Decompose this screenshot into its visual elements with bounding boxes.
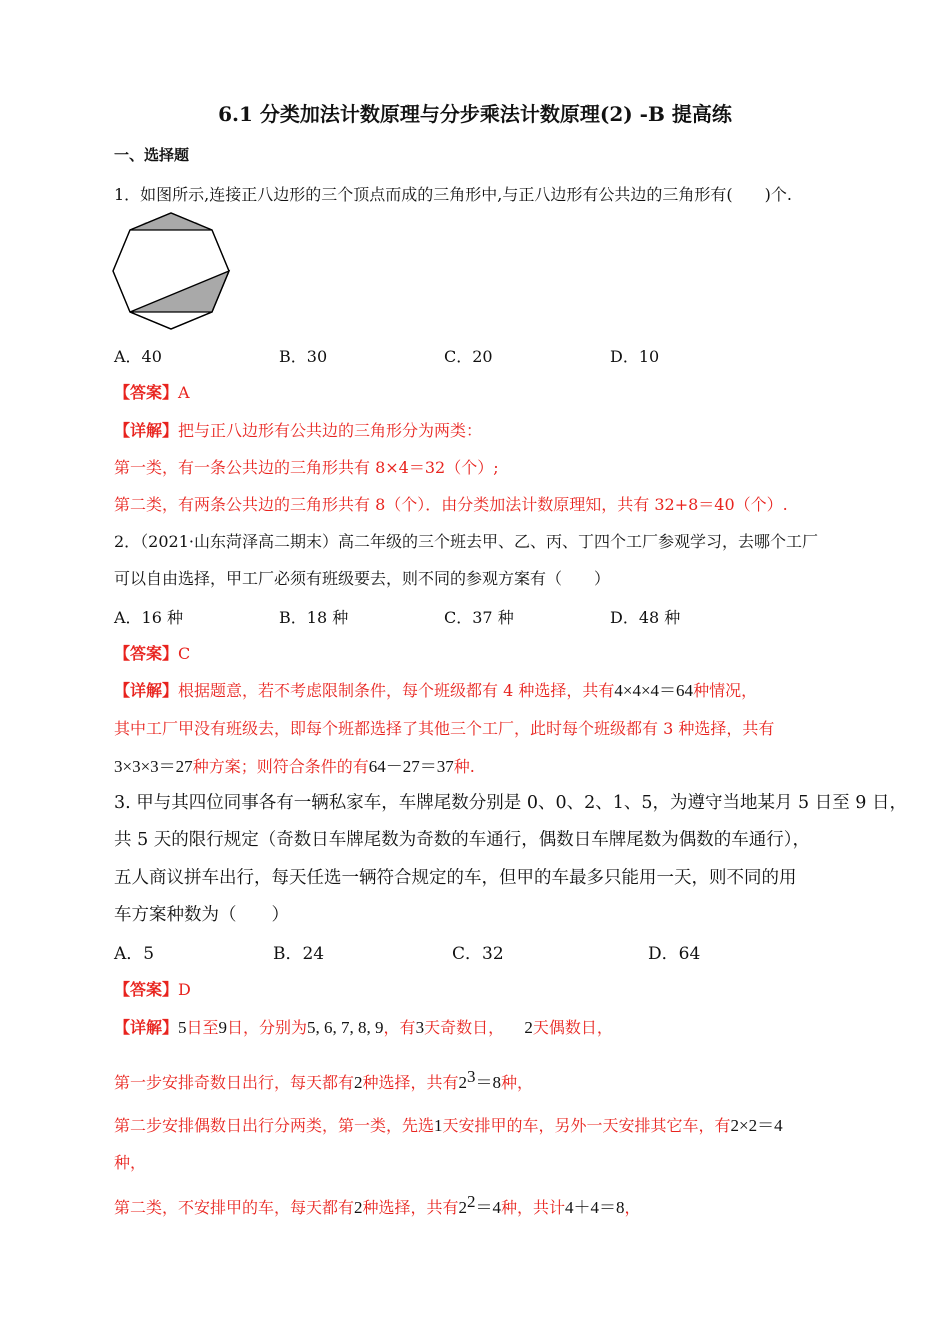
q2-stem-2: 可以自由选择，甲工厂必须有班级要去，则不同的参观方案有（ ） bbox=[114, 569, 611, 588]
q1-stem: 1．如图所示,连接正八边形的三个顶点而成的三角形中,与正八边形有公共边的三角形有( )个. bbox=[114, 185, 792, 204]
q3-stem-4: 车方案种数为（ ） bbox=[114, 905, 289, 925]
detail-tag: 【详解】 bbox=[114, 421, 179, 440]
octagon-figure bbox=[112, 212, 232, 332]
q1-option-a[interactable]: A．40 bbox=[114, 347, 162, 366]
q2-detail-2: 其中工厂甲没有班级去，即每个班都选择了其他三个工厂，此时每个班级都有 3 种选择，共有 bbox=[114, 719, 775, 738]
q1-detail-2: 第一类，有一条公共边的三角形共有 8×4＝32（个）; bbox=[114, 458, 499, 477]
q3-detail-3: 第二步安排偶数日出行分两类，第一类，先选1天安排甲的车，另外一天安排其它车，有2×2＝4 bbox=[114, 1116, 783, 1135]
q2-detail-1: 【详解】根据题意，若不考虑限制条件，每个班级都有 4 种选择，共有4×4×4＝64种情况， bbox=[114, 681, 758, 700]
q3-option-c[interactable]: C．32 bbox=[452, 944, 504, 964]
answer-value: A bbox=[178, 383, 190, 402]
q3-detail-1: 【详解】5日至9日，分别为5, 6, 7, 8, 9，有3天奇数日， 2天偶数日， bbox=[114, 1018, 613, 1037]
q2-detail-3: 3×3×3＝27种方案；则符合条件的有64－27＝37种. bbox=[114, 757, 475, 776]
q1-detail-1: 【详解】把与正八边形有公共边的三角形分为两类： bbox=[114, 421, 483, 440]
q1-answer bbox=[114, 382, 190, 404]
q3-option-a[interactable]: A．5 bbox=[114, 944, 155, 964]
q3-option-d[interactable]: D．64 bbox=[648, 944, 701, 964]
q3-detail-3b: 种， bbox=[114, 1153, 147, 1172]
q2-stem-1: 2．（2021·山东菏泽高二期末）高二年级的三个班去甲、乙、丙、丁四个工厂参观学习，去哪个工厂 bbox=[114, 532, 818, 551]
q3-option-b[interactable]: B．24 bbox=[273, 944, 325, 964]
q1-detail-3: 第二类，有两条公共边的三角形共有 8（个）．由分类加法计数原理知，共有 32+8＝40（个）. bbox=[114, 495, 788, 514]
q3-stem-2: 共 5 天的限行规定（奇数日车牌尾数为奇数的车通行，偶数日车牌尾数为偶数的车通行）， bbox=[114, 830, 811, 850]
q2-option-d[interactable]: D．48 种 bbox=[610, 608, 681, 627]
q1-option-d[interactable]: D．10 bbox=[610, 347, 660, 366]
q3-stem-3: 五人商议拼车出行，每天任选一辆符合规定的车，但甲的车最多只能用一天，则不同的用 bbox=[114, 868, 797, 888]
q3-detail-4: 第二类，不安排甲的车，每天都有2种选择，共有$2^2=4$种，共计4＋4＝8， bbox=[114, 1192, 641, 1217]
answer-tag: 【答案】 bbox=[114, 383, 179, 402]
q3-stem-1: 3. 甲与其四位同事各有一辆私家车，车牌尾数分别是 0、0、2、1、5，为遵守当地某月 5 日至 9 日， bbox=[114, 793, 908, 813]
q2-answer: 【答案】C bbox=[114, 644, 191, 663]
page-title: 6.1 分类加法计数原理与分步乘法计数原理(2) -B 提高练 bbox=[218, 102, 732, 126]
q2-option-a[interactable]: A．16 种 bbox=[114, 608, 184, 627]
q3-answer: 【答案】D bbox=[114, 980, 191, 999]
q1-option-b[interactable]: B．30 bbox=[279, 347, 328, 366]
q3-detail-2: 第一步安排奇数日出行，每天都有2种选择，共有$2^3=8$种， bbox=[114, 1067, 534, 1092]
q2-option-b[interactable]: B．18 种 bbox=[279, 608, 349, 627]
q2-option-c[interactable]: C．37 种 bbox=[444, 608, 514, 627]
q1-option-c[interactable]: C．20 bbox=[444, 347, 493, 366]
section-heading: 一、选择题 bbox=[114, 146, 190, 164]
